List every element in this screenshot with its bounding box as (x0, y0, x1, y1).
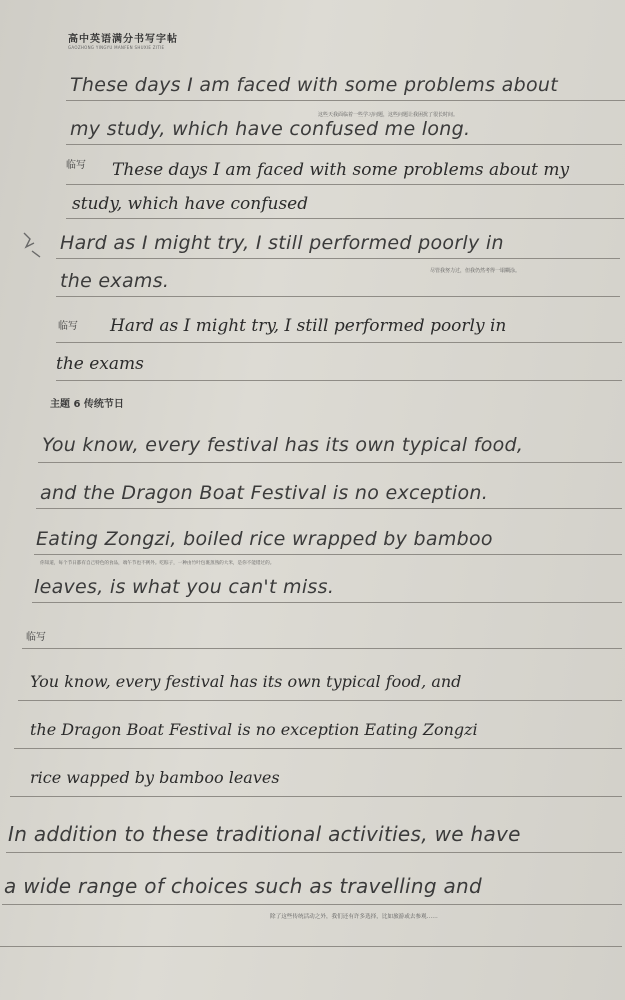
guide-line (66, 144, 622, 145)
guide-line (2, 904, 622, 905)
guide-line (56, 342, 622, 343)
handwritten-line: rice wapped by bamboo leaves (30, 768, 280, 787)
model-sentence-line: Hard as I might try, I still performed poorly in (60, 232, 504, 254)
guide-line (22, 648, 622, 649)
translation-note: 尽管我努力过，但我仍然考得一塌糊涂。 (430, 268, 521, 274)
handwritten-line: These days I am faced with some problems about my (112, 160, 570, 180)
model-sentence-line: In addition to these traditional activities, we have (8, 822, 521, 846)
guide-line (56, 296, 620, 297)
copy-practice-label: 临写 (58, 321, 78, 332)
guide-line (34, 554, 622, 555)
guide-line (66, 100, 625, 101)
page-header-title: 高中英语满分书写字帖 (68, 34, 178, 45)
guide-line (6, 852, 622, 853)
guide-line (10, 796, 622, 797)
section-heading: 主题 6 传统节日 (50, 399, 124, 410)
guide-line (32, 602, 622, 603)
guide-line (66, 218, 624, 219)
pencil-mark-icon (20, 225, 46, 261)
handwritten-line: the Dragon Boat Festival is no exception Eating Zongzi (30, 720, 478, 739)
page-header-subtitle: GAOZHONG YINGYU MANFEN SHUXIE ZITIE (68, 45, 165, 50)
model-sentence-line: a wide range of choices such as travelling and (4, 874, 483, 898)
guide-line (56, 380, 622, 381)
translation-note: 你知道，每个节日都有自己特色的食品，端午节也不例外。吃粽子，一种由竹叶包裹蒸熟的大米，是你不能错过的。 (40, 561, 275, 566)
model-sentence-line: These days I am faced with some problems about (70, 74, 558, 96)
model-sentence-line: the exams. (60, 270, 170, 292)
guide-line (14, 748, 622, 749)
translation-note: 这些天我面临着一些学习问题，这些问题让我困扰了很长时间。 (318, 112, 459, 118)
guide-line (0, 946, 622, 947)
guide-line (18, 700, 622, 701)
handwritten-line: Hard as I might try, I still performed poorly in (110, 316, 507, 336)
handwritten-line: You know, every festival has its own typical food, and (30, 672, 462, 691)
copy-practice-label: 临写 (26, 632, 46, 643)
model-sentence-line: Eating Zongzi, boiled rice wrapped by bamboo (36, 528, 493, 550)
model-sentence-line: and the Dragon Boat Festival is no exception. (40, 482, 489, 504)
handwritten-line: study, which have confused (72, 194, 309, 214)
guide-line (38, 462, 622, 463)
translation-note: 除了这些传统活动之外，我们还有许多选择，比如旅游或去参观…… (270, 914, 438, 920)
copy-practice-label: 临写 (66, 160, 86, 171)
guide-line (66, 184, 624, 185)
model-sentence-line: leaves, is what you can't miss. (34, 576, 335, 598)
guide-line (36, 508, 622, 509)
handwritten-line: the exams (56, 354, 144, 374)
guide-line (56, 258, 620, 259)
model-sentence-line: You know, every festival has its own typical food, (42, 434, 524, 456)
model-sentence-line: my study, which have confused me long. (70, 118, 471, 140)
